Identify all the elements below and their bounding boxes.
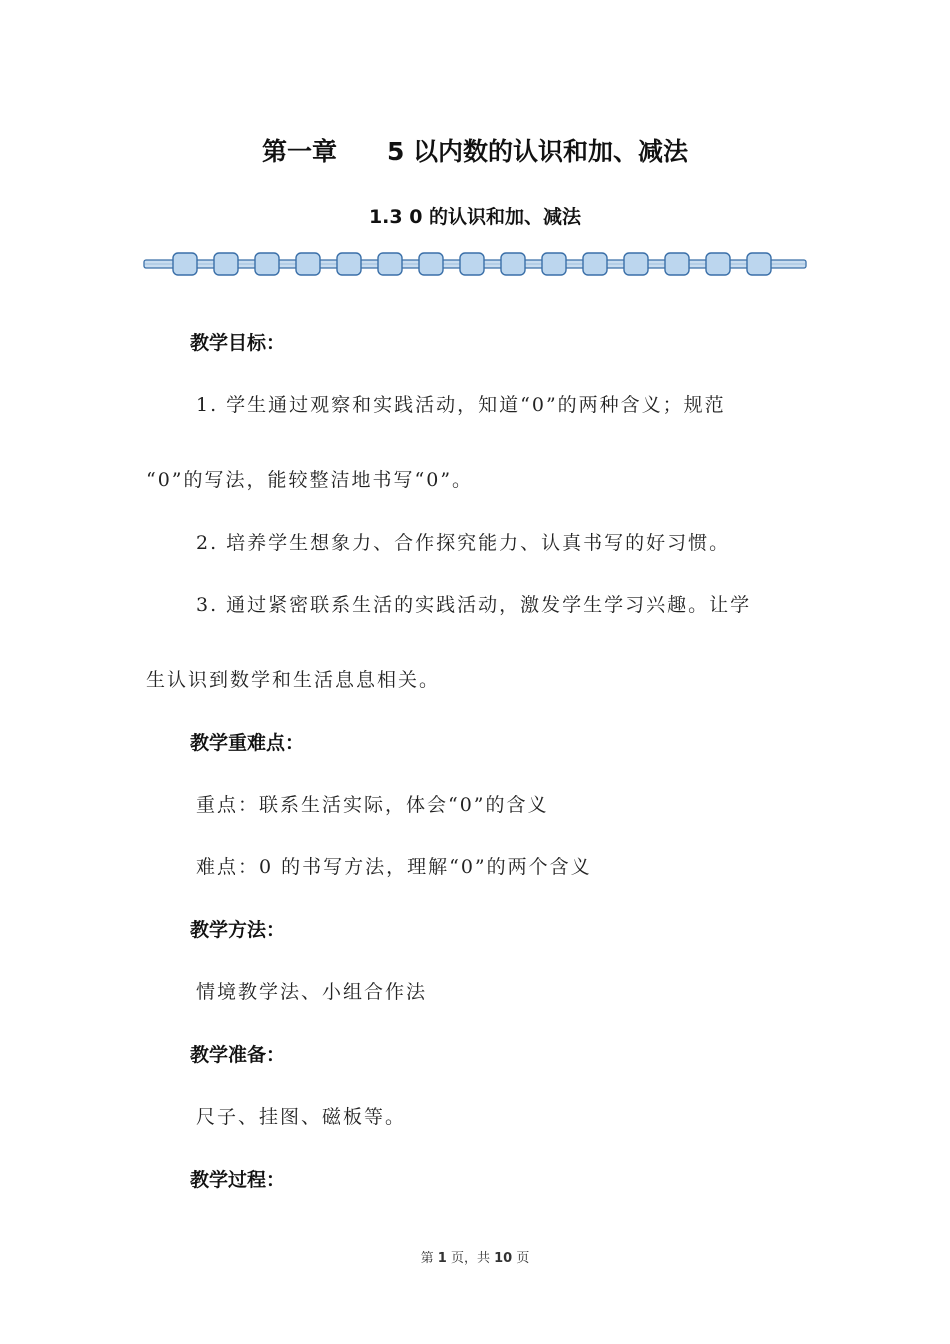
goal-item-3-line-1: 3. 通过紧密联系生活的实践活动，激发学生学习兴趣。让学 bbox=[196, 594, 752, 616]
chapter-label: 第一章 bbox=[261, 137, 337, 166]
difficult-point-text: 难点：0 的书写方法，理解“0”的两个含义 bbox=[196, 856, 592, 878]
footer-prefix: 第 bbox=[420, 1251, 434, 1266]
chapter-name: 5 以内数的认识和加、减法 bbox=[386, 137, 689, 166]
bead bbox=[460, 253, 484, 275]
bead bbox=[214, 253, 238, 275]
methods-heading: 教学方法： bbox=[190, 919, 286, 941]
bead bbox=[378, 253, 402, 275]
goals-heading: 教学目标： bbox=[190, 332, 286, 354]
bead bbox=[296, 253, 320, 275]
bead bbox=[337, 253, 361, 275]
bead bbox=[542, 253, 566, 275]
key-points-heading: 教学重难点： bbox=[190, 732, 305, 754]
page-footer bbox=[0, 1247, 950, 1266]
bead bbox=[665, 253, 689, 275]
goal-item-1-line-1: 1. 学生通过观察和实践活动，知道“0”的两种含义；规范 bbox=[196, 394, 726, 416]
bead bbox=[255, 253, 279, 275]
prep-heading: 教学准备： bbox=[190, 1044, 286, 1066]
bead bbox=[706, 253, 730, 275]
footer-suffix: 页 bbox=[516, 1251, 530, 1266]
footer-total-pages: 10 bbox=[494, 1251, 513, 1266]
bead bbox=[419, 253, 443, 275]
bead-divider bbox=[143, 250, 807, 280]
goal-item-1-line-2: “0”的写法，能较整洁地书写“0”。 bbox=[146, 469, 474, 491]
section-title: 1.3 0 的认识和加、减法 bbox=[368, 206, 582, 228]
key-point-text: 重点：联系生活实际，体会“0”的含义 bbox=[196, 794, 549, 816]
bead bbox=[747, 253, 771, 275]
chapter-title bbox=[0, 132, 950, 168]
bead bbox=[624, 253, 648, 275]
bead bbox=[501, 253, 525, 275]
bead bbox=[583, 253, 607, 275]
prep-text: 尺子、挂图、磁板等。 bbox=[196, 1106, 407, 1128]
bead bbox=[173, 253, 197, 275]
footer-middle: 页，共 bbox=[450, 1251, 490, 1266]
goal-item-2: 2. 培养学生想象力、合作探究能力、认真书写的好习惯。 bbox=[196, 532, 731, 554]
goal-item-3-line-2: 生认识到数学和生活息息相关。 bbox=[146, 669, 441, 691]
footer-page-number: 1 bbox=[437, 1251, 447, 1266]
process-heading: 教学过程： bbox=[190, 1169, 286, 1191]
methods-text: 情境教学法、小组合作法 bbox=[196, 981, 428, 1003]
